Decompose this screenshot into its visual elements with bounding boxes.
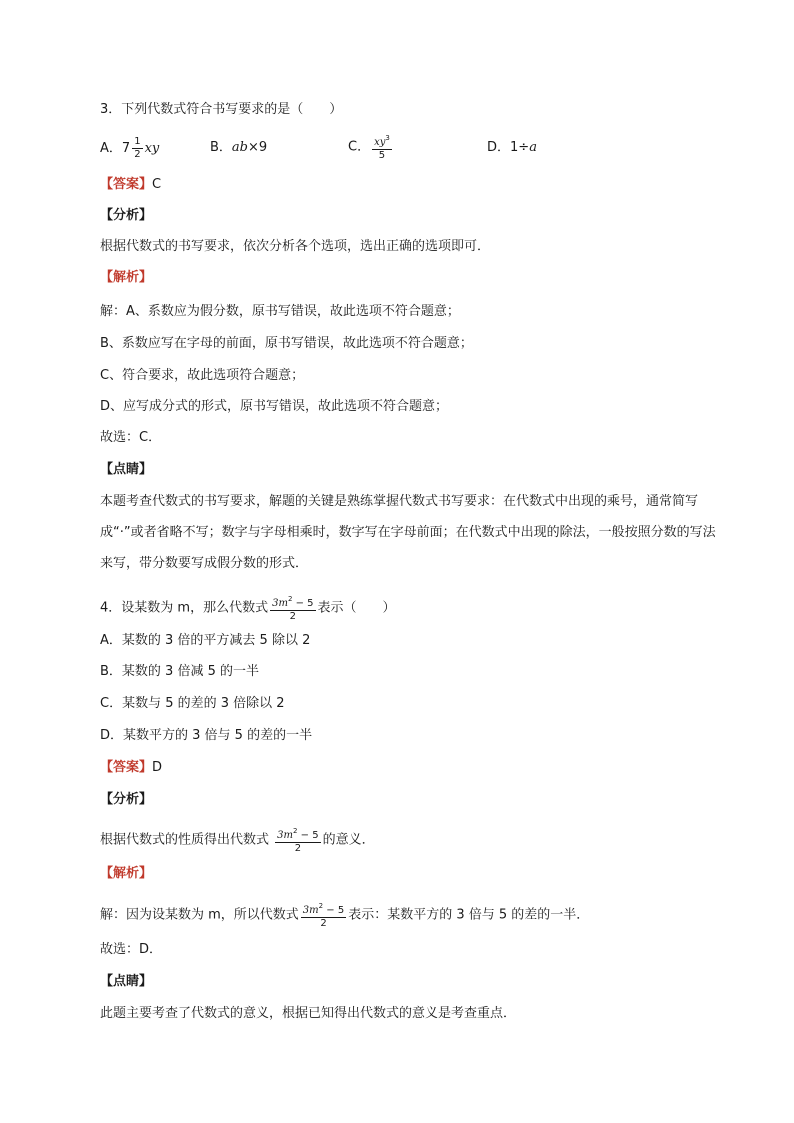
- q3-option-a-label: A．: [100, 141, 122, 156]
- q3-option-d-num: 1÷: [510, 140, 530, 155]
- q4-analysis-frac-den: 2: [294, 843, 302, 854]
- q4-solution-frac-den: 2: [320, 918, 327, 929]
- q3-solution-5: 故选：C．: [100, 430, 162, 445]
- q3-option-b-label: B．: [210, 140, 232, 155]
- q4-stem-pre: 4．设某数为 m，那么代数式: [100, 600, 269, 616]
- q3-solution-3: C、符合要求，故此选项符合题意；: [100, 368, 305, 383]
- q3-option-a-fraction: [132, 136, 142, 161]
- q3-option-d-label: D．: [487, 140, 511, 155]
- q4-stem: [100, 593, 396, 623]
- q4-analysis-frac-num-rest: − 5: [297, 830, 319, 841]
- q3-stem: 3．下列代数式符合书写要求的是（ ）: [100, 102, 343, 117]
- q3-comment-tag: 【点睛】: [100, 462, 153, 477]
- q3-option-d: [487, 138, 537, 158]
- q4-solution-frac-num: 3m: [302, 905, 319, 916]
- q3-comment: 本题考查代数式的书写要求，解题的关键是熟练掌握代数式书写要求：在代数式中出现的乘号，通常简写成“·”或者省略不写；数字与字母相乘时，数字写在字母前面；在代数式中出现的除法，一般按照分数的写法来写，带分数要写成假分数的形式．: [100, 494, 716, 571]
- q4-frac-num: 3m: [272, 598, 288, 609]
- q3-option-c-den: 5: [378, 150, 386, 161]
- q4-solution: [100, 900, 589, 930]
- q4-solution-tag: 【解析】: [100, 866, 153, 881]
- q4-solution-frac-exp: 2: [318, 902, 324, 910]
- q4-solution-fraction: [301, 900, 346, 930]
- q4-option-c: C．某数与 5 的差的 3 倍除以 2: [100, 696, 285, 711]
- q4-analysis-tag: 【分析】: [100, 792, 153, 807]
- q4-frac-exp: 2: [287, 595, 293, 603]
- q4-stem-fraction: [270, 593, 315, 623]
- q3-option-a-whole: 7: [121, 141, 131, 156]
- q4-analysis-pre: 根据代数式的性质得出代数式: [100, 832, 270, 848]
- q3-option-c-exp: 3: [385, 134, 390, 142]
- q4-comment-tag: 【点睛】: [100, 974, 153, 989]
- q3-solution-2: B、系数应写在字母的前面，原书写错误，故此选项不符合题意；: [100, 336, 473, 351]
- q4-option-b: B．某数的 3 倍减 5 的一半: [100, 664, 259, 679]
- q4-analysis-frac-num: 3m: [277, 830, 294, 841]
- q4-option-d: D．某数平方的 3 倍与 5 的差的一半: [100, 728, 313, 743]
- q4-solution-frac-num-rest: − 5: [323, 905, 345, 916]
- q4-analysis-fraction: [275, 825, 320, 855]
- q3-answer-tag: 【答案】: [100, 177, 153, 192]
- q3-option-b-rest: ×9: [248, 140, 268, 155]
- q3-option-a: [100, 136, 159, 161]
- q3-option-c-num: xy: [374, 137, 386, 148]
- q3-option-a-den: 2: [134, 149, 141, 160]
- q4-answer-tag: 【答案】: [100, 760, 153, 775]
- q4-analysis-post: 的意义．: [322, 832, 375, 848]
- q3-option-d-var: a: [529, 140, 537, 155]
- q4-option-a: A．某数的 3 倍的平方减去 5 除以 2: [100, 633, 311, 648]
- q4-analysis: [100, 825, 375, 855]
- q4-solution-end: 故选：D．: [100, 942, 163, 957]
- q4-solution-post: 表示：某数平方的 3 倍与 5 的差的一半．: [348, 907, 590, 923]
- q4-answer: [100, 758, 162, 778]
- q3-answer: [100, 175, 161, 195]
- q3-option-b-var: ab: [231, 140, 248, 155]
- q4-frac-num-rest: − 5: [292, 598, 314, 609]
- q4-frac-den: 2: [289, 611, 296, 622]
- q3-option-c-fraction: [372, 132, 392, 162]
- q3-solution-4: D、应写成分式的形式，原书写错误，故此选项不符合题意；: [100, 399, 449, 414]
- q3-answer-value: C: [152, 177, 162, 192]
- q3-solution-1: 解：A、系数应为假分数，原书写错误，故此选项不符合题意；: [100, 304, 460, 319]
- q4-stem-post: 表示（ ）: [317, 600, 396, 616]
- q4-analysis-frac-exp: 2: [293, 827, 298, 835]
- q3-analysis: 根据代数式的书写要求，依次分析各个选项，选出正确的选项即可．: [100, 239, 491, 254]
- q3-option-b: [210, 138, 267, 158]
- q4-solution-pre: 解：因为设某数为 m，所以代数式: [100, 907, 299, 923]
- q3-option-a-var: xy: [144, 141, 160, 156]
- q4-comment: 此题主要考查了代数式的意义，根据已知得出代数式的意义是考查重点．: [100, 1006, 517, 1021]
- q3-option-c-label: C．: [348, 139, 371, 155]
- q3-option-a-num: 1: [134, 136, 141, 147]
- q3-option-c: [348, 132, 394, 162]
- q4-answer-value: D: [152, 760, 163, 775]
- q3-analysis-tag: 【分析】: [100, 208, 153, 223]
- q3-solution-tag: 【解析】: [100, 270, 153, 285]
